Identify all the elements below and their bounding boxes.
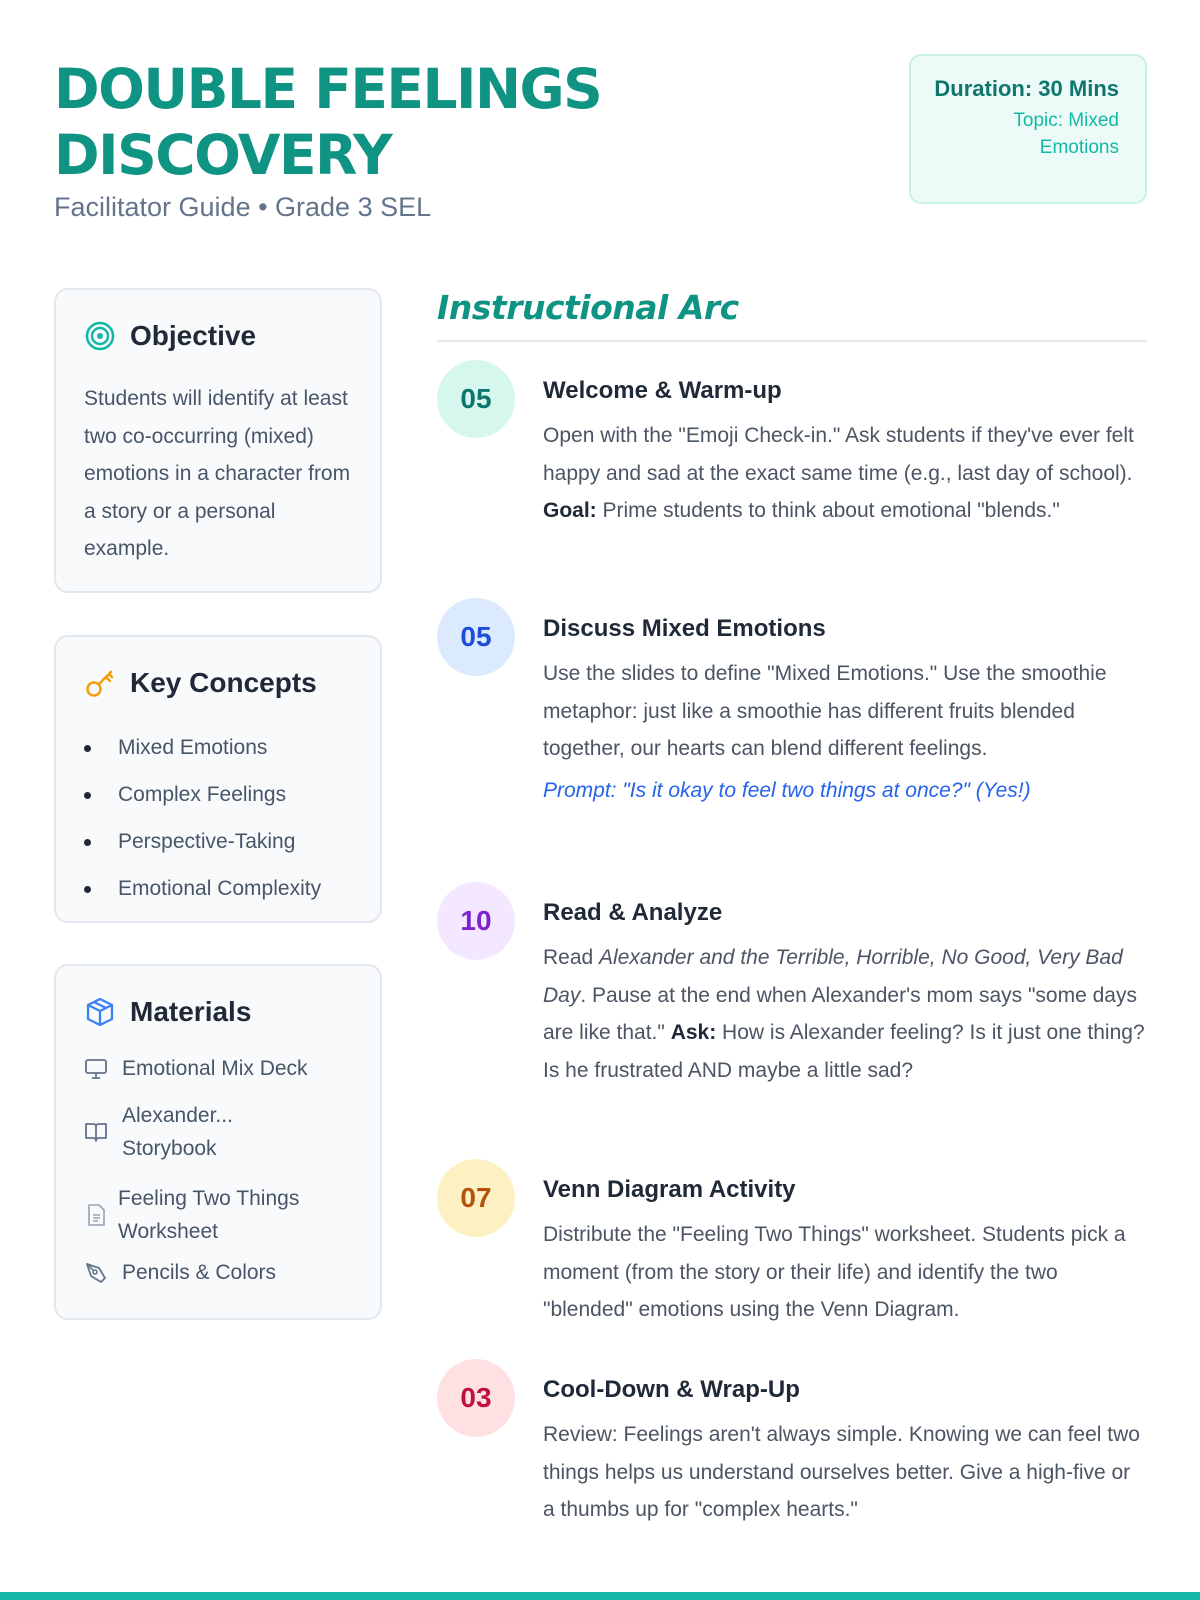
material-label-line: Alexander... [122,1104,233,1127]
concept-label: Mixed Emotions [118,736,268,759]
material-label [118,1182,299,1248]
arc-divider [437,340,1147,342]
step-description [543,655,1147,768]
list-item [84,874,321,921]
key-concepts-header [84,667,317,699]
list-item [84,780,321,827]
material-label-line: Storybook [122,1137,217,1160]
step-description [543,417,1147,530]
step-body [543,1175,1147,1329]
monitor-icon [84,1057,108,1081]
key-concepts-title: Key Concepts [130,667,317,698]
step-body [543,1375,1147,1529]
duration-label: Duration: 30 Mins [934,76,1119,101]
material-item [84,1052,308,1085]
step-prompt: Prompt: "Is it okay to feel two things at once?" (Yes!) [543,778,1031,802]
step-text-segment: Open with the "Emoji Check-in." Ask students if they've ever felt happy and sad at the exact same time (e.g., last day of school). [543,424,1134,485]
step-body [543,376,1147,530]
step-text-segment: Read [543,946,600,969]
materials-title: Materials [130,996,252,1027]
book-icon [84,1120,108,1144]
material-item [84,1099,233,1165]
material-label: Pencils & Colors [122,1261,277,1284]
step-minutes-badge: 05 [437,598,515,676]
concept-label: Complex Feelings [118,783,287,806]
step-text-segment: Review: Feelings aren't always simple. Knowing we can feel two things helps us understand ourselves better. Give a high-five or a thumbs up for "complex hearts." [543,1423,1140,1522]
materials-header [84,996,251,1028]
step-body [543,898,1147,1089]
material-label-line: Feeling Two Things [118,1187,300,1210]
objective-text: Students will identify at least two co-occurring (mixed) emotions in a character from a story or a personal example. [84,387,351,560]
page-title: DOUBLE FEELINGS DISCOVERY [54,57,602,187]
material-item [84,1182,299,1248]
key-concepts-card [54,635,382,923]
step-description [543,939,1147,1089]
material-label-line: Worksheet [118,1220,218,1243]
step-body [543,614,1147,809]
material-label: Emotional Mix Deck [122,1057,308,1080]
step-minutes-badge: 05 [437,360,515,438]
step-text-segment: Use the slides to define "Mixed Emotions." Use the smoothie metaphor: just like a smoothie has different fruits blended together, our hearts can blend different feelings. [543,662,1107,761]
step-title: Discuss Mixed Emotions [543,615,826,642]
pen-icon [84,1261,108,1285]
key-concepts-list [84,733,321,921]
step-title: Cool-Down & Wrap-Up [543,1376,800,1403]
step-text-segment: Distribute the "Feeling Two Things" worksheet. Students pick a moment (from the story or their life) and identify the two "blended" emotions using the Venn Diagram. [543,1223,1126,1322]
step-text-segment: How is Alexander feeling? Is it just one thing? Is he frustrated AND maybe a little sad? [543,1021,1145,1082]
key-icon [84,667,116,699]
step-minutes-badge: 07 [437,1159,515,1237]
page-subtitle: Facilitator Guide • Grade 3 SEL [54,192,432,222]
footer-bar [0,1592,1200,1600]
objective-card [54,288,382,593]
step-minutes-badge: 10 [437,882,515,960]
concept-label: Perspective-Taking [118,830,296,853]
step-title: Venn Diagram Activity [543,1176,796,1203]
material-item [84,1256,276,1289]
step-text-segment: . Pause at the end when Alexander's mom says "some days are like that." [543,983,1137,1045]
objective-title: Objective [130,320,257,351]
concept-label: Emotional Complexity [118,877,322,900]
step-description [543,1216,1147,1329]
materials-card [54,964,382,1320]
step-emphasis: Ask: [670,1021,717,1045]
step-text-segment: Prime students to think about emotional "blends." [596,499,1060,523]
step-title: Welcome & Warm-up [543,377,782,404]
step-emphasis: Goal: [543,499,597,523]
list-item [84,733,321,780]
list-item [84,827,321,874]
target-icon [84,320,116,352]
lesson-meta-box [909,54,1147,204]
document-icon [84,1203,108,1227]
material-label [122,1099,233,1165]
step-minutes-badge: 03 [437,1359,515,1437]
topic-label: Topic: Mixed Emotions [1013,110,1119,158]
box-icon [84,996,116,1028]
objective-header [84,320,256,352]
arc-title: Instructional Arc [437,288,739,327]
step-title: Read & Analyze [543,899,723,926]
step-description [543,1416,1147,1529]
book-title: Alexander and the Terrible, Horrible, No Good, Very Bad Day [543,946,1123,1007]
